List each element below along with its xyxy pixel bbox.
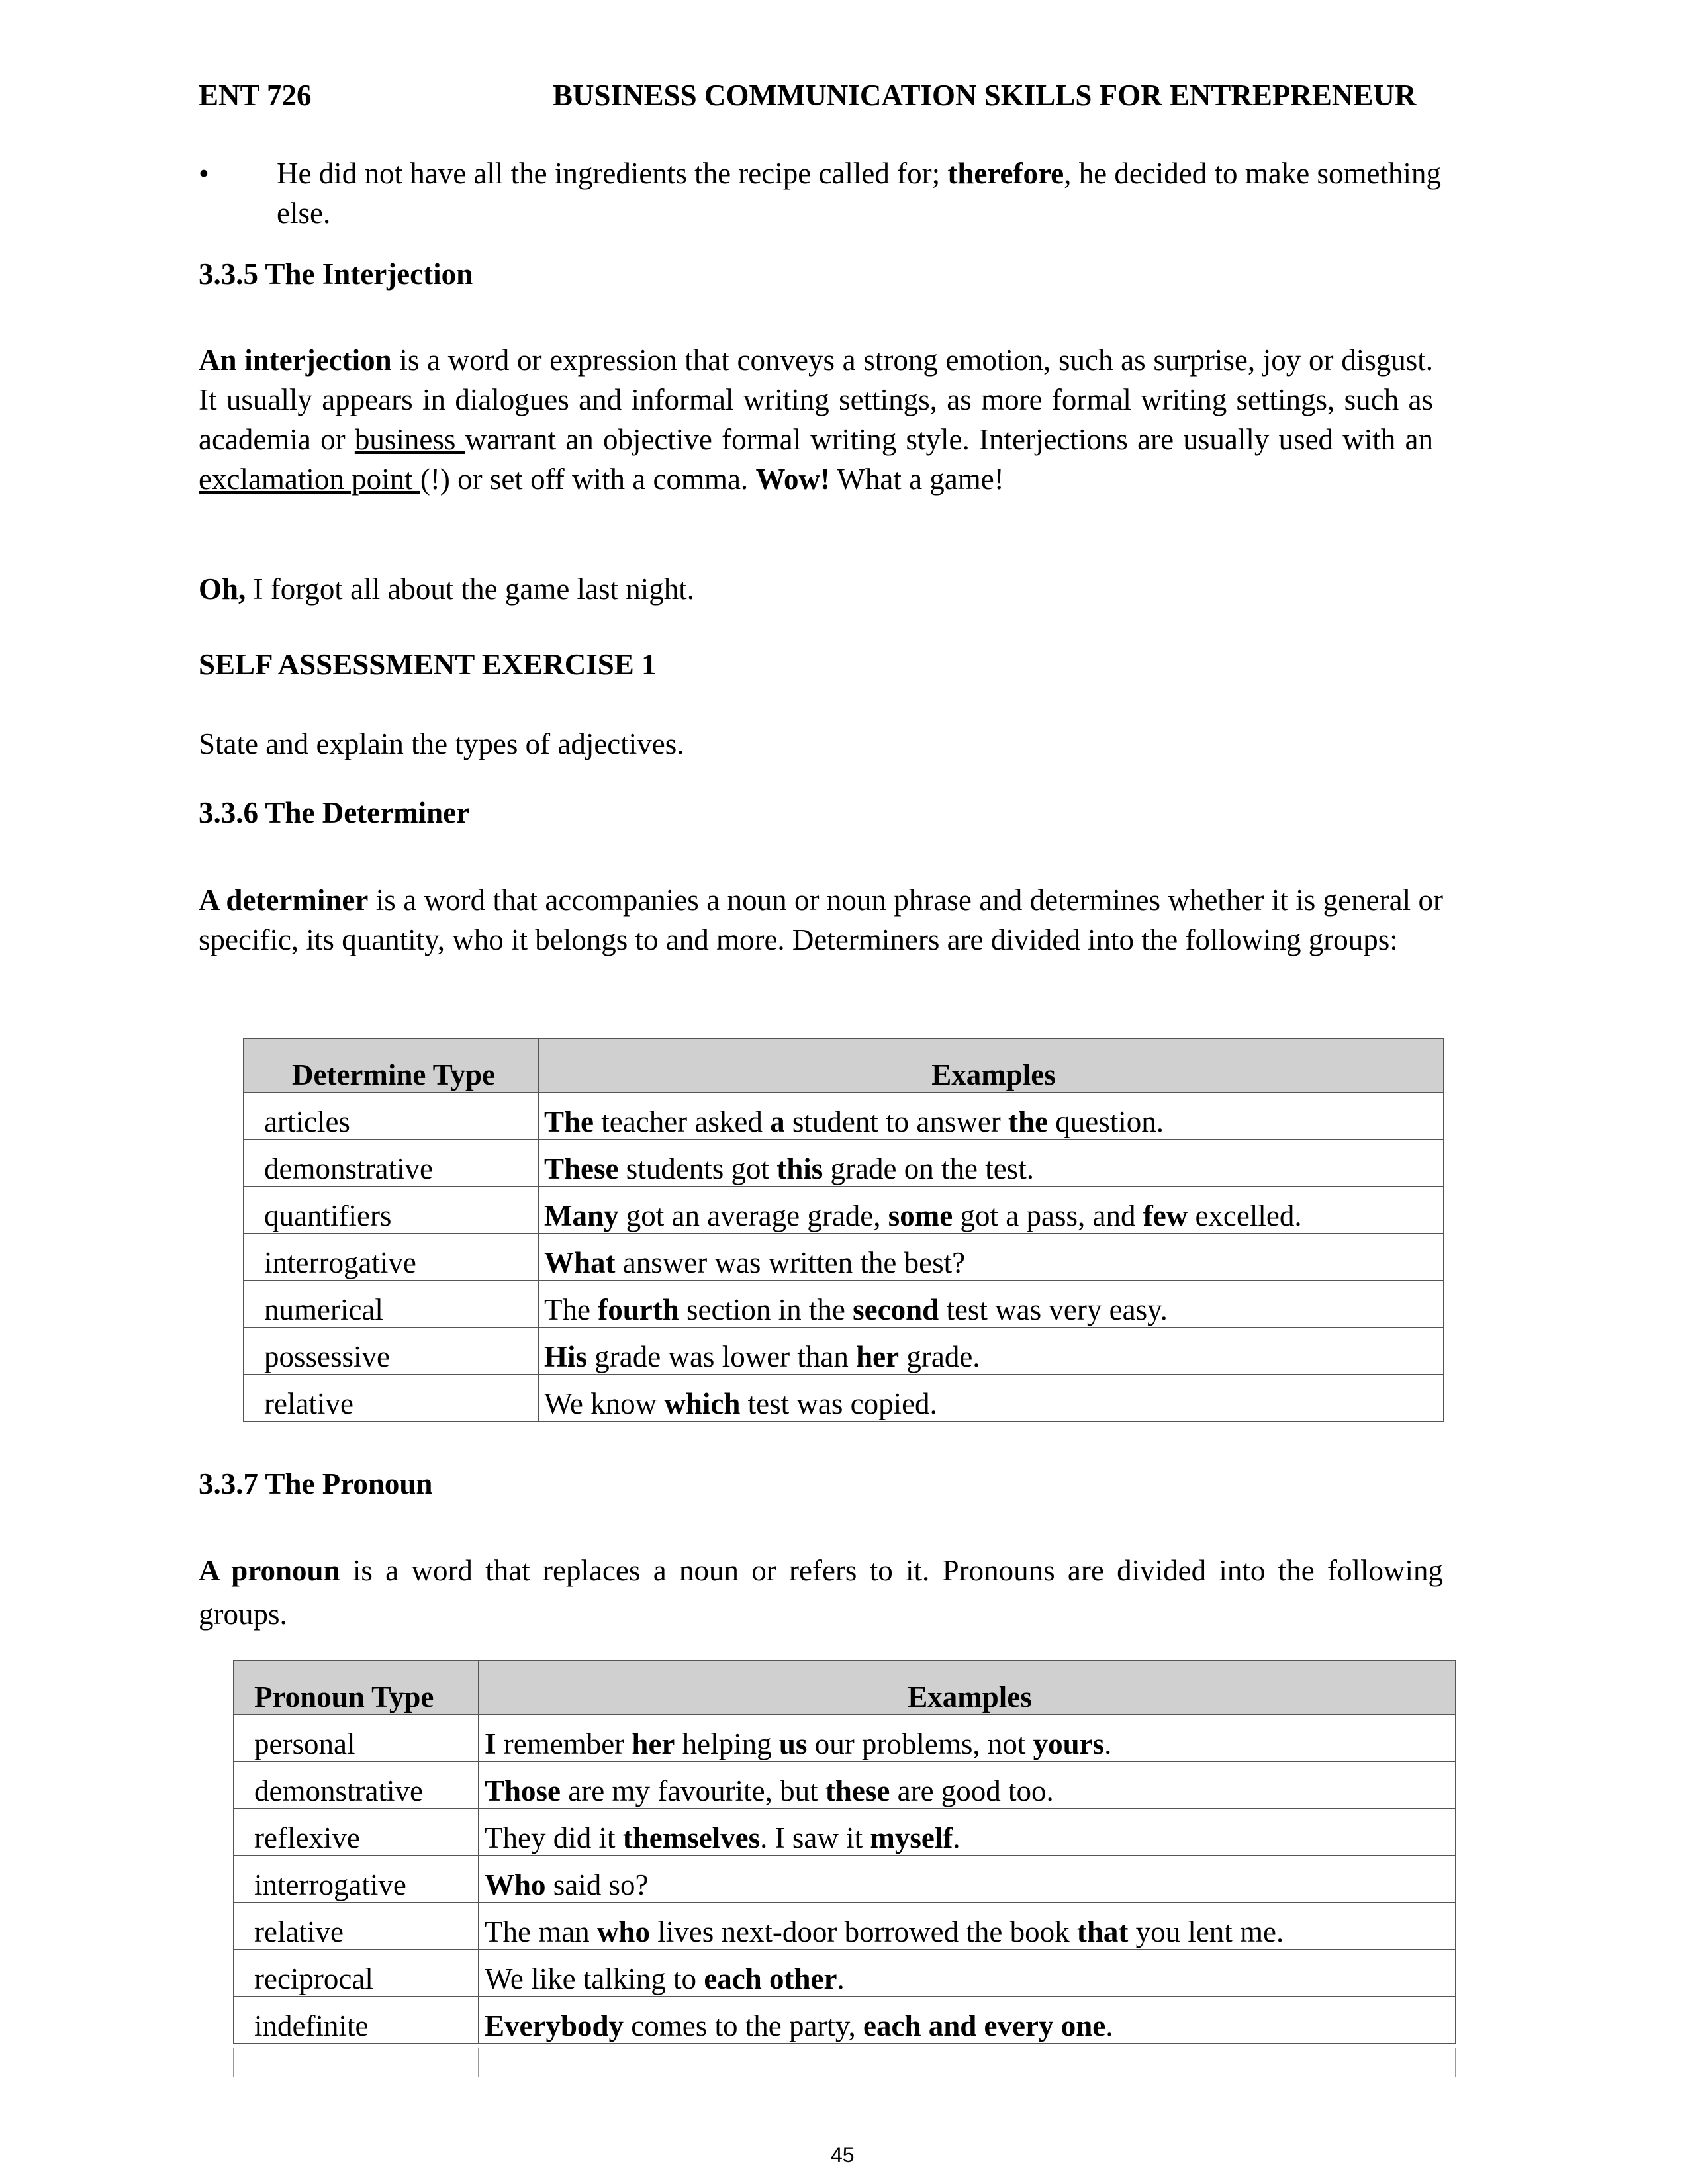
pronoun-table (233, 1660, 1456, 2044)
determiner-table (243, 1038, 1444, 1422)
exclamation-point-link[interactable]: exclamation point (199, 463, 420, 496)
example-cell: Those are my favourite, but these are good too. (479, 1762, 1456, 1809)
bullet-text: He did not have all the ingredients the recipe called for; therefore, he decided to make something else. (277, 157, 1441, 230)
example-cell: The fourth section in the second test was very easy. (538, 1281, 1444, 1328)
table-stub-line (478, 2048, 479, 2077)
table-row (244, 1375, 1444, 1422)
heading-pronoun: 3.3.7 The Pronoun (199, 1467, 433, 1500)
exercise-question: State and explain the types of adjectives. (199, 727, 684, 760)
example-cell: We know which test was copied. (538, 1375, 1444, 1422)
type-cell: relative (244, 1375, 538, 1422)
example-cell: What answer was written the best? (538, 1234, 1444, 1281)
table-row (244, 1093, 1444, 1140)
exercise-heading: SELF ASSESSMENT EXERCISE 1 (199, 648, 657, 681)
type-cell: articles (244, 1093, 538, 1140)
table-row (234, 1903, 1456, 1950)
course-code: ENT 726 (199, 79, 312, 112)
type-cell: reciprocal (234, 1950, 479, 1997)
type-cell: relative (234, 1903, 479, 1950)
type-cell: interrogative (244, 1234, 538, 1281)
table-row (234, 1950, 1456, 1997)
page-number: 45 (831, 2143, 855, 2167)
column-header-examples: Examples (538, 1038, 1444, 1093)
type-cell: interrogative (234, 1856, 479, 1903)
course-title: BUSINESS COMMUNICATION SKILLS FOR ENTREPRENEUR (553, 79, 1417, 112)
table-row (234, 1809, 1456, 1856)
business-link[interactable]: business (354, 423, 465, 456)
type-cell: indefinite (234, 1997, 479, 2044)
heading-determiner: 3.3.6 The Determiner (199, 796, 470, 829)
heading-interjection: 3.3.5 The Interjection (199, 257, 473, 291)
type-cell: quantifiers (244, 1187, 538, 1234)
table-row (244, 1281, 1444, 1328)
table-row (234, 1856, 1456, 1903)
example-cell: The teacher asked a student to answer the question. (538, 1093, 1444, 1140)
determiner-paragraph: A determiner is a word that accompanies a noun or noun phrase and determines whether it is general or specific, its quantity, who it belongs to and more. Determiners are divided into the following groups: (199, 884, 1443, 956)
pronoun-paragraph: A pronoun is a word that replaces a noun or refers to it. Pronouns are divided into the following groups. (199, 1554, 1443, 1631)
column-header-examples: Examples (479, 1661, 1456, 1715)
table-row (244, 1187, 1444, 1234)
type-cell: personal (234, 1715, 479, 1762)
table-stub-line (233, 2048, 234, 2077)
example-cell: We like talking to each other. (479, 1950, 1456, 1997)
type-cell: possessive (244, 1328, 538, 1375)
table-row (244, 1234, 1444, 1281)
table-header-row (234, 1661, 1456, 1715)
example-cell: His grade was lower than her grade. (538, 1328, 1444, 1375)
example-cell: They did it themselves. I saw it myself. (479, 1809, 1456, 1856)
table-stub-line (1455, 2048, 1456, 2077)
type-cell: demonstrative (234, 1762, 479, 1809)
type-cell: reflexive (234, 1809, 479, 1856)
example-cell: Who said so? (479, 1856, 1456, 1903)
example-cell: Everybody comes to the party, each and every one. (479, 1997, 1456, 2044)
example-cell: The man who lives next-door borrowed the book that you lent me. (479, 1903, 1456, 1950)
interjection-paragraph: An interjection is a word or expression that conveys a strong emotion, such as surprise, joy or disgust. It usually appears in dialogues and informal writing settings, as more formal writing settings, such as academia or business warrant an objective formal writing style. Interjections are usually used with an exclamation point (!) or set off with a comma. Wow! What a game! (199, 343, 1433, 496)
table-row (234, 1715, 1456, 1762)
table-row (234, 1762, 1456, 1809)
table-header-row (244, 1038, 1444, 1093)
bullet-symbol: • (199, 157, 209, 190)
table-row (234, 1997, 1456, 2044)
interjection-example: Oh, I forgot all about the game last night. (199, 572, 695, 606)
table-row (244, 1140, 1444, 1187)
example-cell: These students got this grade on the test. (538, 1140, 1444, 1187)
example-cell: I remember her helping us our problems, not yours. (479, 1715, 1456, 1762)
column-header-type: Pronoun Type (234, 1661, 479, 1715)
example-cell: Many got an average grade, some got a pass, and few excelled. (538, 1187, 1444, 1234)
column-header-type: Determine Type (244, 1038, 538, 1093)
type-cell: numerical (244, 1281, 538, 1328)
type-cell: demonstrative (244, 1140, 538, 1187)
table-row (244, 1328, 1444, 1375)
